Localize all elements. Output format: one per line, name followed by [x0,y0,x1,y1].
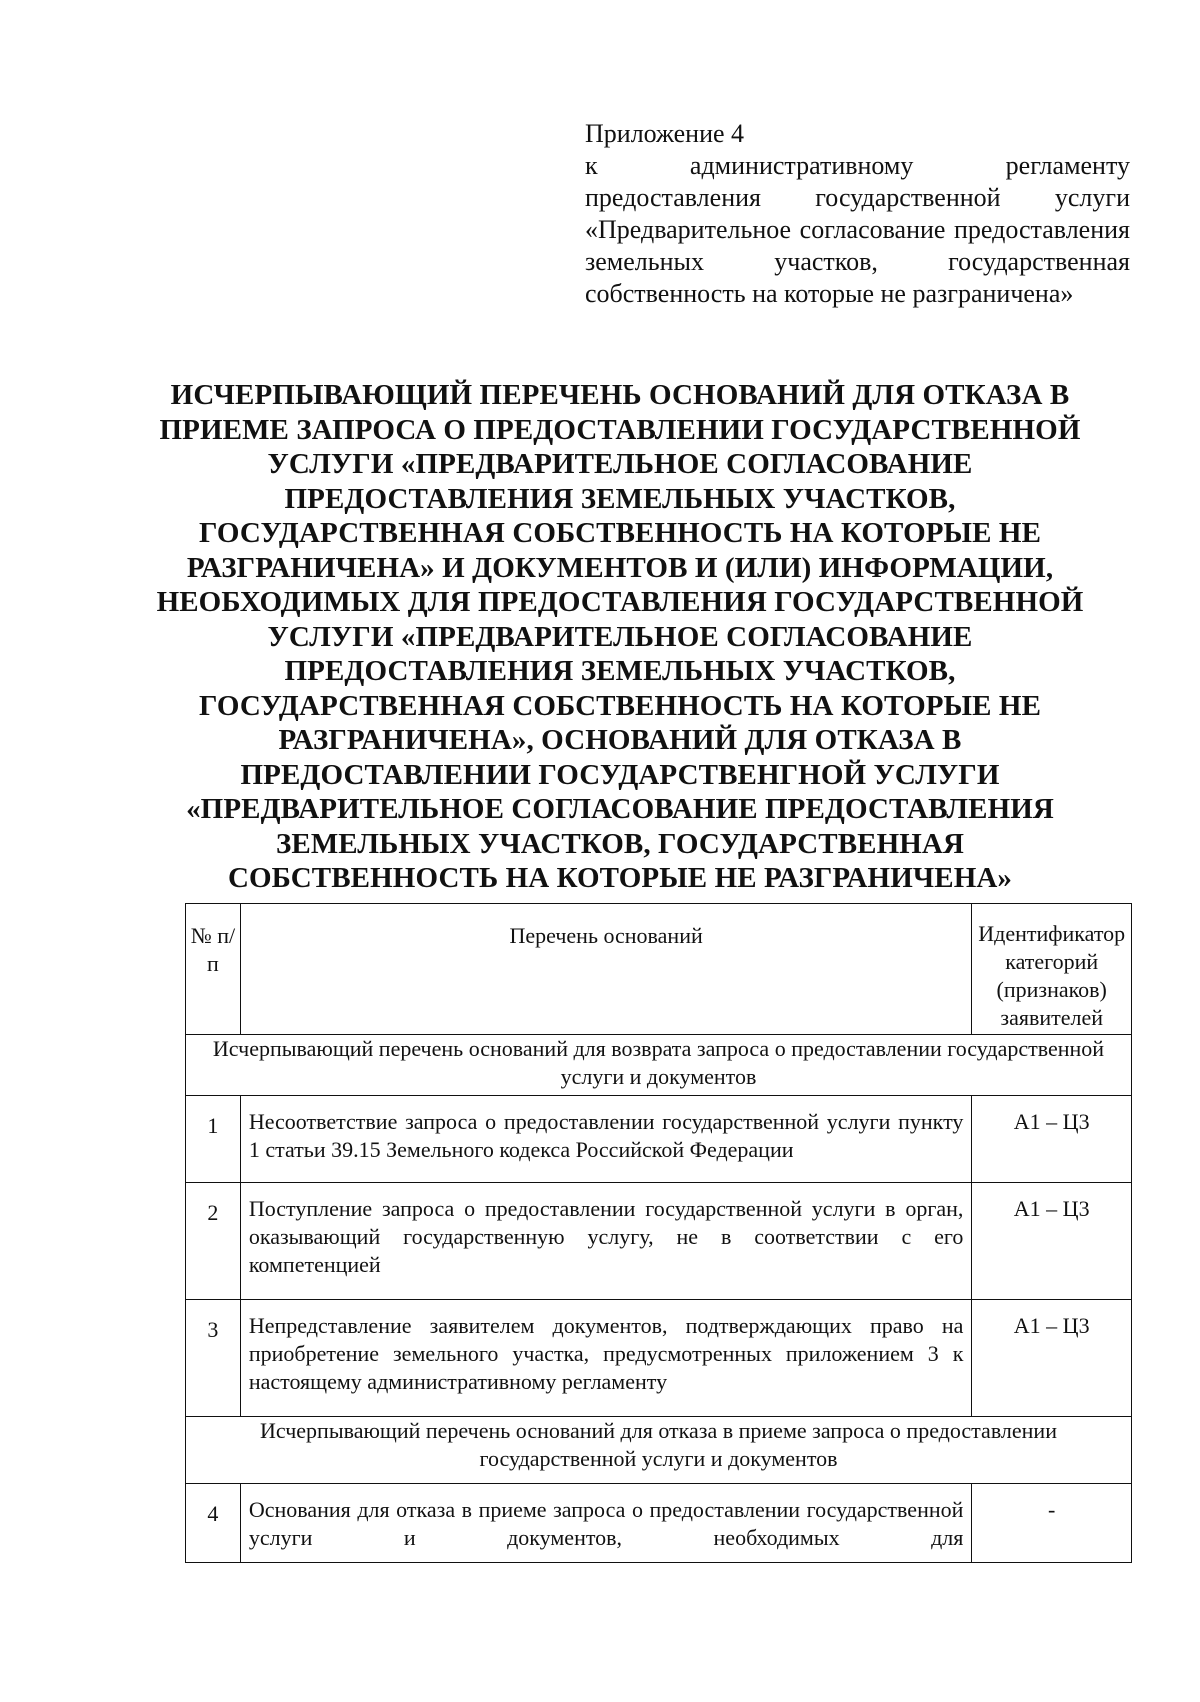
row-number: 2 [186,1183,241,1300]
grounds-table [185,903,1132,1563]
section-title-refusal: Исчерпывающий перечень оснований для отказа в приеме запроса о предоставлении государственной услуги и документов [186,1417,1132,1484]
table-header-row [186,904,1132,1035]
row-number: 1 [186,1096,241,1183]
header-grounds: Перечень оснований [240,904,972,1035]
row-identifier: А1 – Ц3 [972,1183,1132,1300]
row-text: Непредставление заявителем документов, подтверждающих право на приобретение земельного участка, предусмотренных приложением 3 к настоящему административному регламенту [240,1300,972,1417]
row-identifier: А1 – Ц3 [972,1300,1132,1417]
section-title-return: Исчерпывающий перечень оснований для возврата запроса о предоставлении государственной услуги и документов [186,1035,1132,1096]
table-row [186,1484,1132,1563]
annex-title: Приложение 4 [585,119,745,148]
table-row [186,1183,1132,1300]
annex-description: к административному регламенту предоставления государственной услуги «Предварительное согласование предоставления земельных участков, государственная собственность на которые не разграничена» [585,151,1130,308]
section-row-return [186,1035,1132,1096]
row-text: Поступление запроса о предоставлении государственной услуги в орган, оказывающий государственную услугу, не в соответствии с его компетенцией [240,1183,972,1300]
row-text: Несоответствие запроса о предоставлении государственной услуги пункту 1 статьи 39.15 Земельного кодекса Российской Федерации [240,1096,972,1183]
row-identifier: - [972,1484,1132,1563]
row-text: Основания для отказа в приеме запроса о предоставлении государственной услуги и документов, необходимых для [240,1484,972,1563]
row-number: 3 [186,1300,241,1417]
section-row-refusal [186,1417,1132,1484]
row-identifier: А1 – Ц3 [972,1096,1132,1183]
row-number: 4 [186,1484,241,1563]
annex-block [585,118,1130,310]
document-heading: ИСЧЕРПЫВАЮЩИЙ ПЕРЕЧЕНЬ ОСНОВАНИЙ ДЛЯ ОТКАЗА В ПРИЕМЕ ЗАПРОСА О ПРЕДОСТАВЛЕНИИ ГОСУДАРСТВЕННОЙ УСЛУГИ «ПРЕДВАРИТЕЛЬНОЕ СОГЛАСОВАНИЕ ПРЕДОСТАВЛЕНИЯ ЗЕМЕЛЬНЫХ УЧАСТКОВ, ГОСУДАРСТВЕННАЯ СОБСТВЕННОСТЬ НА КОТОРЫЕ НЕ РАЗГРАНИЧЕНА» И ДОКУМЕНТОВ И (ИЛИ) ИНФОРМАЦИИ, НЕОБХОДИМЫХ ДЛЯ ПРЕДОСТАВЛЕНИЯ ГОСУДАРСТВЕННОЙ УСЛУГИ «ПРЕДВАРИТЕЛЬНОЕ СОГЛАСОВАНИЕ ПРЕДОСТАВЛЕНИЯ ЗЕМЕЛЬНЫХ УЧАСТКОВ, ГОСУДАРСТВЕННАЯ СОБСТВЕННОСТЬ НА КОТОРЫЕ НЕ РАЗГРАНИЧЕНА», ОСНОВАНИЙ ДЛЯ ОТКАЗА В ПРЕДОСТАВЛЕНИИ ГОСУДАРСТВЕНГНОЙ УСЛУГИ «ПРЕДВАРИТЕЛЬНОЕ СОГЛАСОВАНИЕ ПРЕДОСТАВЛЕНИЯ ЗЕМЕЛЬНЫХ УЧАСТКОВ, ГОСУДАРСТВЕННАЯ СОБСТВЕННОСТЬ НА КОТОРЫЕ НЕ РАЗГРАНИЧЕНА» [156,379,1084,894]
table-row [186,1096,1132,1183]
header-identifier: Идентификатор категорий (признаков) заявителей [972,904,1132,1035]
header-number: № п/п [186,904,241,1035]
table-row [186,1300,1132,1417]
